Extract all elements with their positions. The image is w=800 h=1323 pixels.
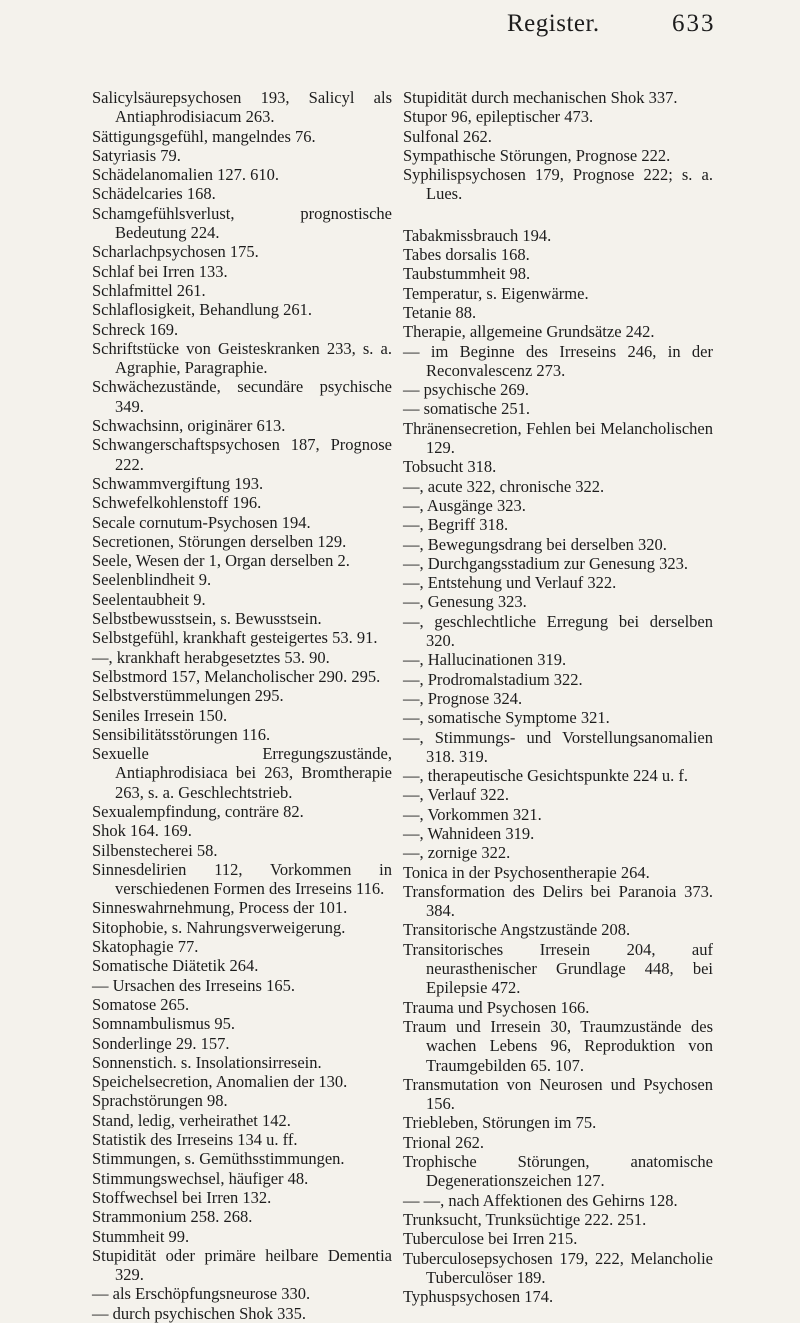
page-title: Register.	[507, 10, 600, 37]
index-entry: Triebleben, Störungen im 75.	[403, 1113, 597, 1133]
index-entry: — —, nach Affektionen des Gehirns 128.	[403, 1190, 678, 1210]
index-entry: Tobsucht 318.	[403, 457, 497, 477]
index-entry: — durch psychischen Shok 335.	[92, 1303, 307, 1323]
index-entry: —, Wahnideen 319.	[403, 823, 535, 843]
index-entry: Stimmungswechsel, häufiger 48.	[92, 1168, 309, 1188]
index-entry: — als Erschöpfungsneurose 330.	[92, 1284, 311, 1304]
index-entry: Selbstgefühl, krankhaft gesteigertes 53. 91.	[92, 628, 378, 648]
index-entry: —, Bewegungsdrang bei derselben 320.	[403, 534, 667, 554]
index-entry: Sexualempfindung, conträre 82.	[92, 801, 304, 821]
index-entry: Syphilispsychosen 179, Prognose 222; s. a. Lues.	[403, 165, 713, 204]
index-entry: Statistik des Irreseins 134 u. ff.	[92, 1130, 298, 1150]
index-entry: Schwefelkohlenstoff 196.	[92, 493, 262, 513]
index-entry: Stoffwechsel bei Irren 132.	[92, 1187, 272, 1207]
index-entry: Somnambulismus 95.	[92, 1014, 236, 1034]
index-entry: Temperatur, s. Eigenwärme.	[403, 283, 589, 303]
index-section-t	[403, 226, 713, 1307]
index-entry: Schädelcaries 168.	[92, 184, 216, 204]
index-entry: —, krankhaft herabgesetztes 53. 90.	[92, 647, 330, 667]
index-entry: Sonderlinge 29. 157.	[92, 1033, 230, 1053]
index-entry: Trophische Störungen, anatomische Degenerationszeichen 127.	[403, 1152, 713, 1191]
index-entry: Therapie, allgemeine Grundsätze 242.	[403, 322, 655, 342]
index-entry: Seelenblindheit 9.	[92, 570, 212, 590]
index-entry: Transformation des Delirs bei Paranoia 373. 384.	[403, 881, 713, 921]
index-entry: Schriftstücke von Geisteskranken 233, s. a. Agraphie, Paragraphie.	[92, 338, 392, 378]
index-entry: Sinnesdelirien 112, Vorkommen in verschiedenen Formen des Irreseins 116.	[92, 859, 392, 899]
index-entry: Stummheit 99.	[92, 1226, 190, 1246]
index-entry: Schädelanomalien 127. 610.	[92, 165, 279, 185]
index-entry: Speichelsecretion, Anomalien der 130.	[92, 1072, 348, 1092]
index-entry: Schwachsinn, originärer 613.	[92, 416, 286, 436]
index-entry: Sexuelle Erregungszustände, Antiaphrodisiaca bei 263, Bromtherapie 263, s. a. Geschlechtstrieb.	[92, 744, 392, 802]
index-entry: Selbstverstümmelungen 295.	[92, 686, 284, 706]
index-entry: Stand, ledig, verheirathet 142.	[92, 1110, 291, 1130]
index-entry: Sonnenstich. s. Insolationsirresein.	[92, 1052, 322, 1072]
index-entry: Sättigungsgefühl, mangelndes 76.	[92, 126, 316, 146]
index-entry: Trunksucht, Trunksüchtige 222. 251.	[403, 1209, 647, 1229]
index-entry: Schlaf bei Irren 133.	[92, 261, 228, 281]
index-entry: —, Durchgangsstadium zur Genesung 323.	[403, 553, 689, 573]
index-entry: —, acute 322, chronische 322.	[403, 476, 605, 496]
index-entry: Stimmungen, s. Gemüthsstimmungen.	[92, 1149, 345, 1169]
index-entry: —, Stimmungs- und Vorstellungsanomalien 318. 319.	[403, 727, 713, 766]
index-entry: Taubstummheit 98.	[403, 264, 531, 284]
index-entry: Stupidität oder primäre heilbare Dementia 329.	[92, 1245, 392, 1285]
index-entry: Schamgefühlsverlust, prognostische Bedeutung 224.	[92, 203, 392, 243]
index-entry: —, geschlechtliche Erregung bei derselben 320.	[403, 611, 713, 651]
index-entry: Thränensecretion, Fehlen bei Melancholischen 129.	[403, 418, 713, 458]
index-entry: Sensibilitätsstörungen 116.	[92, 724, 271, 744]
index-entry: —, Genesung 323.	[403, 592, 527, 612]
index-entry: Transitorische Angstzustände 208.	[403, 920, 631, 940]
index-entry: Somatische Diätetik 264.	[92, 956, 259, 976]
index-entry: —, Hallucinationen 319.	[403, 650, 567, 670]
index-entry: Tuberculose bei Irren 215.	[403, 1229, 578, 1249]
index-entry: Tabes dorsalis 168.	[403, 245, 530, 265]
index-entry: Stupidität durch mechanischen Shok 337.	[403, 88, 678, 107]
index-entry: —, zornige 322.	[403, 843, 511, 863]
index-entry: Trional 262.	[403, 1132, 484, 1152]
index-entry: Traum und Irresein 30, Traumzustände des wachen Lebens 96, Reproduktion von Traumgebilden 65. 107.	[403, 1016, 713, 1075]
index-entry: Sulfonal 262.	[403, 126, 492, 146]
index-entry: —, Begriff 318.	[403, 515, 509, 535]
index-entry: Satyriasis 79.	[92, 145, 181, 165]
index-entry: —, Ausgänge 323.	[403, 495, 526, 515]
index-entry: Strammonium 258. 268.	[92, 1207, 253, 1227]
index-entry: Schwächezustände, secundäre psychische 349.	[92, 377, 392, 416]
index-entry: Sinneswahrnehmung, Process der 101.	[92, 898, 348, 918]
index-entry: Sprachstörungen 98.	[92, 1091, 228, 1111]
index-entry: Silbenstecherei 58.	[92, 840, 218, 860]
index-entry: Transitorisches Irresein 204, auf neurasthenischer Grundlage 448, bei Epilepsie 472.	[403, 939, 713, 998]
index-entry: Shok 164. 169.	[92, 821, 192, 841]
index-column-right	[403, 88, 713, 1306]
index-entry: Secale cornutum-Psychosen 194.	[92, 512, 311, 532]
index-entry: Selbstmord 157, Melancholischer 290. 295.	[92, 666, 381, 686]
index-entry: — im Beginne des Irreseins 246, in der Reconvalescenz 273.	[403, 341, 713, 380]
section-gap	[403, 204, 713, 226]
index-entry: Typhuspsychosen 174.	[403, 1287, 554, 1307]
index-entry: Stupor 96, epileptischer 473.	[403, 107, 594, 127]
index-entry: —, Entstehung und Verlauf 322.	[403, 573, 617, 593]
index-entry: —, Verlauf 322.	[403, 785, 510, 805]
index-entry: Tetanie 88.	[403, 302, 477, 322]
index-entry: Seniles Irresein 150.	[92, 705, 228, 725]
index-entry: —, Prodromalstadium 322.	[403, 669, 583, 689]
index-entry: Schwammvergiftung 193.	[92, 473, 264, 493]
page-number: 633	[672, 10, 716, 37]
index-entry: Tabakmissbrauch 194.	[403, 225, 552, 245]
index-entry: —, Vorkommen 321.	[403, 804, 542, 824]
index-entry: Tonica in der Psychosentherapie 264.	[403, 862, 650, 882]
page-header	[0, 8, 800, 48]
index-entry: Tuberculosepsychosen 179, 222, Melancholie Tuberculöser 189.	[403, 1248, 713, 1287]
index-column-left	[92, 88, 392, 1323]
index-entry: Seele, Wesen der 1, Organ derselben 2.	[92, 551, 350, 571]
index-entry: — psychische 269.	[403, 380, 530, 400]
index-entry: Seelentaubheit 9.	[92, 589, 206, 609]
index-entry: —, therapeutische Gesichtspunkte 224 u. f.	[403, 766, 689, 786]
index-entry: Salicylsäurepsychosen 193, Salicyl als Antiaphrodisiacum 263.	[92, 88, 392, 127]
index-entry: Scharlachpsychosen 175.	[92, 242, 259, 262]
index-entry: Schwangerschaftspsychosen 187, Prognose 222.	[92, 435, 392, 474]
index-entry: — somatische 251.	[403, 399, 530, 419]
index-entry: Somatose 265.	[92, 994, 190, 1014]
index-entry: Schlafmittel 261.	[92, 280, 206, 300]
index-section-s	[403, 88, 713, 204]
index-entry: Skatophagie 77.	[92, 937, 199, 957]
index-entry: —, Prognose 324.	[403, 688, 523, 708]
index-entry: Schlaflosigkeit, Behandlung 261.	[92, 300, 312, 320]
index-entry: Secretionen, Störungen derselben 129.	[92, 531, 347, 551]
index-entry: —, somatische Symptome 321.	[403, 708, 610, 728]
index-entry: Sympathische Störungen, Prognose 222.	[403, 145, 671, 165]
index-entry: Schreck 169.	[92, 319, 179, 339]
index-entry: — Ursachen des Irreseins 165.	[92, 975, 295, 995]
index-entry: Transmutation von Neurosen und Psychosen 156.	[403, 1074, 713, 1114]
index-entry: Sitophobie, s. Nahrungsverweigerung.	[92, 917, 346, 937]
index-entry: Selbstbewusstsein, s. Bewusstsein.	[92, 609, 322, 629]
index-entry: Trauma und Psychosen 166.	[403, 997, 590, 1017]
